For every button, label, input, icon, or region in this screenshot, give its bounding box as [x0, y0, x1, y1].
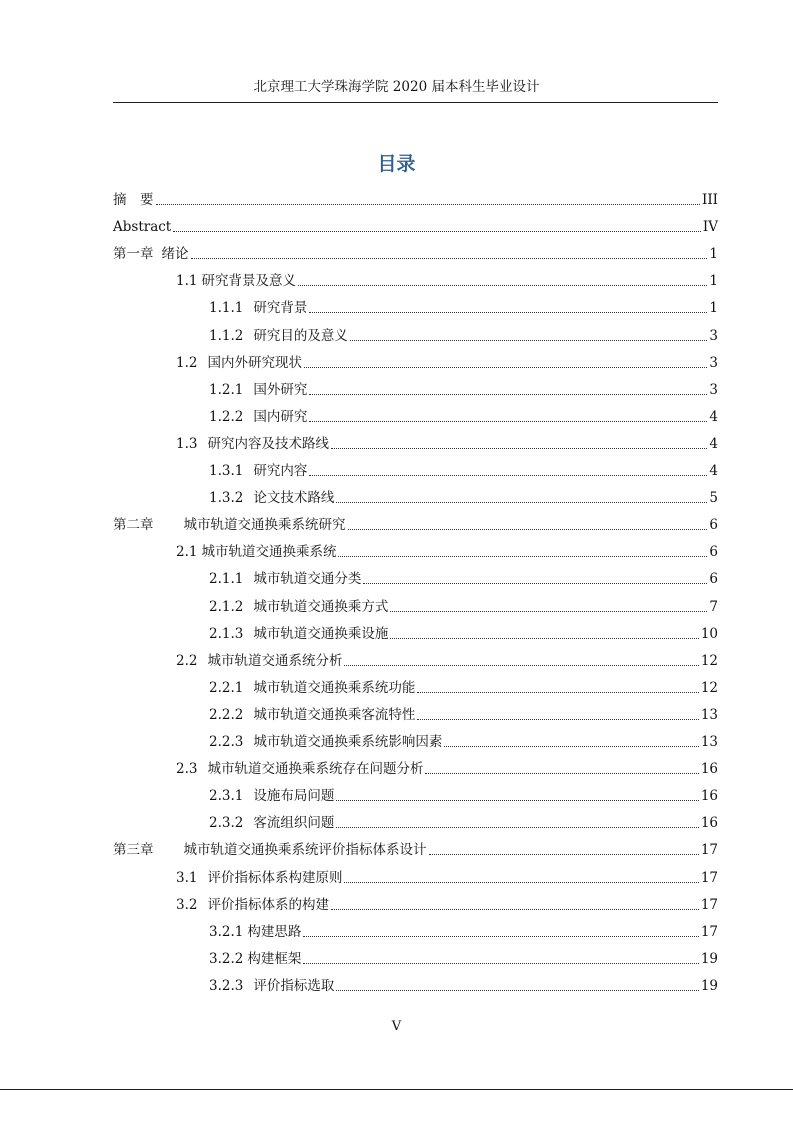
toc-entry[interactable] — [209, 786, 718, 806]
dot-leader — [298, 285, 707, 286]
toc-entry-title: 城市轨道交通换乘系统评价指标体系设计 — [183, 842, 427, 858]
toc-entry-number: 1.1.1 — [209, 300, 244, 316]
dot-leader — [350, 340, 708, 341]
toc-entry[interactable] — [209, 407, 718, 427]
toc-entry-page: III — [702, 192, 718, 208]
toc-entry-page: 16 — [700, 788, 718, 804]
toc-entry-title: 研究背景及意义 — [201, 273, 296, 289]
toc-entry-page: 12 — [700, 653, 718, 669]
toc-entry-number: 摘 要 — [113, 192, 154, 208]
toc-entry-number: 1.1 — [176, 273, 198, 289]
toc-entry[interactable] — [209, 732, 718, 752]
toc-entry-title: 研究内容 — [253, 463, 308, 479]
toc-entry-number: 1.3.2 — [209, 490, 244, 506]
toc-entry-title: 城市轨道交通换乘客流特性 — [253, 707, 416, 723]
toc-entry[interactable] — [176, 759, 718, 779]
toc-entry-page: 4 — [709, 436, 718, 452]
page-number: V — [391, 1019, 402, 1034]
toc-entry-number: Abstract — [113, 219, 172, 235]
toc-entry-title: 评价指标体系构建原则 — [207, 870, 343, 886]
toc-entry[interactable] — [113, 217, 718, 237]
toc-entry-title: 国内外研究现状 — [207, 355, 302, 371]
toc-entry-number: 2.2.3 — [209, 734, 244, 750]
toc-entry-page: 19 — [700, 951, 718, 967]
dot-leader — [303, 936, 698, 937]
toc-entry[interactable] — [113, 515, 718, 535]
toc-entry[interactable] — [209, 624, 718, 644]
toc-entry-number: 第一章 — [113, 246, 154, 262]
toc-entry-number: 1.2 — [176, 355, 198, 371]
toc-entry-title: 客流组织问题 — [253, 815, 335, 831]
toc-entry[interactable] — [209, 922, 718, 942]
toc-entry-number: 3.2.1 — [209, 924, 244, 940]
dot-leader — [417, 692, 698, 693]
toc-entry[interactable] — [176, 434, 718, 454]
toc-entry-number: 1.2.1 — [209, 382, 244, 398]
toc-entry-number: 2.1.2 — [209, 599, 244, 615]
toc-entry-number: 2.1.1 — [209, 571, 244, 587]
toc-entry-page: 17 — [700, 870, 718, 886]
toc-entry-number: 1.2.2 — [209, 409, 244, 425]
toc-entry-page: 3 — [709, 382, 718, 398]
toc-entry-page: 4 — [709, 409, 718, 425]
toc-entry-page: 6 — [709, 517, 718, 533]
dot-leader — [348, 529, 708, 530]
dot-leader — [338, 556, 707, 557]
toc-entry-page: 1 — [709, 273, 718, 289]
toc-entry-page: 13 — [700, 707, 718, 723]
dot-leader — [173, 231, 701, 232]
dot-leader — [336, 502, 707, 503]
toc-entry-number: 1.3 — [176, 436, 198, 452]
toc-entry-page: 10 — [700, 626, 718, 642]
toc-entry[interactable] — [176, 868, 718, 888]
toc-entry-number: 3.2.2 — [209, 951, 244, 967]
dot-leader — [336, 800, 698, 801]
toc-entry[interactable] — [209, 461, 718, 481]
dot-leader — [336, 990, 698, 991]
dot-leader — [156, 204, 701, 205]
toc-entry-page: 1 — [709, 246, 718, 262]
toc-entry-number: 2.3 — [176, 761, 198, 777]
toc-entry-page: 16 — [700, 815, 718, 831]
toc-entry[interactable] — [113, 190, 718, 210]
dot-leader — [417, 719, 698, 720]
toc-entry[interactable] — [209, 813, 718, 833]
toc-entry[interactable] — [209, 949, 718, 969]
toc-entry[interactable] — [209, 488, 718, 508]
toc-entry-title: 评价指标体系的构建 — [207, 897, 329, 913]
toc-entry-number: 第二章 — [113, 517, 154, 533]
toc-entry[interactable] — [176, 353, 718, 373]
toc-entry[interactable] — [209, 380, 718, 400]
toc-entry-page: 17 — [700, 924, 718, 940]
toc-entry[interactable] — [209, 976, 718, 996]
toc-entry-page: 17 — [700, 897, 718, 913]
dot-leader — [309, 312, 707, 313]
toc-entry-title: 国外研究 — [253, 382, 308, 398]
header-text: 北京理工大学珠海学院 2020 届本科生毕业设计 — [253, 79, 540, 95]
dot-leader — [336, 827, 698, 828]
toc-entry[interactable] — [176, 542, 718, 562]
toc-entry-title: 构建思路 — [247, 924, 302, 940]
toc-entry-number: 2.1.3 — [209, 626, 244, 642]
toc-title: 目录 — [377, 153, 416, 175]
toc-entry-title: 城市轨道交通换乘设施 — [253, 626, 389, 642]
toc-entry-number: 2.2.1 — [209, 680, 244, 696]
toc-entry[interactable] — [113, 840, 718, 860]
toc-entry-page: IV — [702, 219, 718, 235]
toc-entry-number: 2.1 — [176, 544, 198, 560]
dot-leader — [331, 448, 707, 449]
toc-entry-number: 2.3.2 — [209, 815, 244, 831]
toc-entry[interactable] — [209, 569, 718, 589]
toc-entry-page: 13 — [700, 734, 718, 750]
toc-entry[interactable] — [209, 326, 718, 346]
toc-entry-title: 绪论 — [161, 246, 189, 262]
dot-leader — [390, 611, 707, 612]
toc-entry-title: 研究背景 — [253, 300, 308, 316]
toc-entry-page: 6 — [709, 544, 718, 560]
toc-entry-title: 城市轨道交通分类 — [253, 571, 362, 587]
toc-entry-page: 19 — [700, 978, 718, 994]
toc-entry-title: 研究目的及意义 — [253, 328, 348, 344]
toc-entry-title: 构建框架 — [247, 951, 302, 967]
toc-entry-title: 研究内容及技术路线 — [207, 436, 329, 452]
toc-entry-title: 城市轨道交通换乘系统功能 — [253, 680, 416, 696]
dot-leader — [309, 421, 707, 422]
toc-entry-title: 城市轨道交通换乘系统 — [201, 544, 337, 560]
toc-entry-page: 12 — [700, 680, 718, 696]
toc-entry[interactable] — [209, 597, 718, 617]
toc-entry-title: 城市轨道交通换乘方式 — [253, 599, 389, 615]
toc-entry-page: 6 — [709, 571, 718, 587]
dot-leader — [444, 746, 698, 747]
toc-entry-title: 城市轨道交通换乘系统影响因素 — [253, 734, 443, 750]
toc-entry[interactable] — [176, 651, 718, 671]
toc-entry-page: 4 — [709, 463, 718, 479]
toc-entry-title: 城市轨道交通换乘系统研究 — [183, 517, 346, 533]
toc-entry-number: 3.1 — [176, 870, 198, 886]
toc-entry-title: 城市轨道交通换乘系统存在问题分析 — [207, 761, 424, 777]
dot-leader — [363, 583, 707, 584]
toc-entry-number: 2.2 — [176, 653, 198, 669]
toc-entry-page: 3 — [709, 328, 718, 344]
dot-leader — [390, 638, 698, 639]
toc-entry[interactable] — [113, 244, 718, 264]
toc-entry-title: 论文技术路线 — [253, 490, 335, 506]
toc-entry-number: 3.2 — [176, 897, 198, 913]
toc-entry[interactable] — [176, 271, 718, 291]
toc-entry-page: 5 — [709, 490, 718, 506]
toc-entry-page: 3 — [709, 355, 718, 371]
toc-entry[interactable] — [209, 705, 718, 725]
toc-entry[interactable] — [176, 895, 718, 915]
dot-leader — [191, 258, 708, 259]
footer-rule — [0, 1089, 793, 1090]
dot-leader — [331, 909, 699, 910]
toc-entry-title: 国内研究 — [253, 409, 308, 425]
toc-entry-number: 第三章 — [113, 842, 154, 858]
dot-leader — [304, 367, 707, 368]
toc-entry-title: 设施布局问题 — [253, 788, 335, 804]
dot-leader — [344, 882, 698, 883]
dot-leader — [425, 773, 698, 774]
dot-leader — [309, 475, 707, 476]
toc-entry-number: 3.2.3 — [209, 978, 244, 994]
toc-entry[interactable] — [209, 678, 718, 698]
dot-leader — [309, 394, 707, 395]
toc-entry-number: 1.1.2 — [209, 328, 244, 344]
dot-leader — [344, 665, 698, 666]
dot-leader — [303, 963, 698, 964]
dot-leader — [429, 854, 699, 855]
toc-entry-number: 2.2.2 — [209, 707, 244, 723]
toc-entry-number: 2.3.1 — [209, 788, 244, 804]
toc-entry-number: 1.3.1 — [209, 463, 244, 479]
toc-entry-title: 城市轨道交通系统分析 — [207, 653, 343, 669]
toc-entry-page: 1 — [709, 300, 718, 316]
toc-entry-page: 16 — [700, 761, 718, 777]
toc-entry-page: 7 — [709, 599, 718, 615]
toc-entry-title: 评价指标选取 — [253, 978, 335, 994]
toc-entry-page: 17 — [700, 842, 718, 858]
toc-entry[interactable] — [209, 298, 718, 318]
